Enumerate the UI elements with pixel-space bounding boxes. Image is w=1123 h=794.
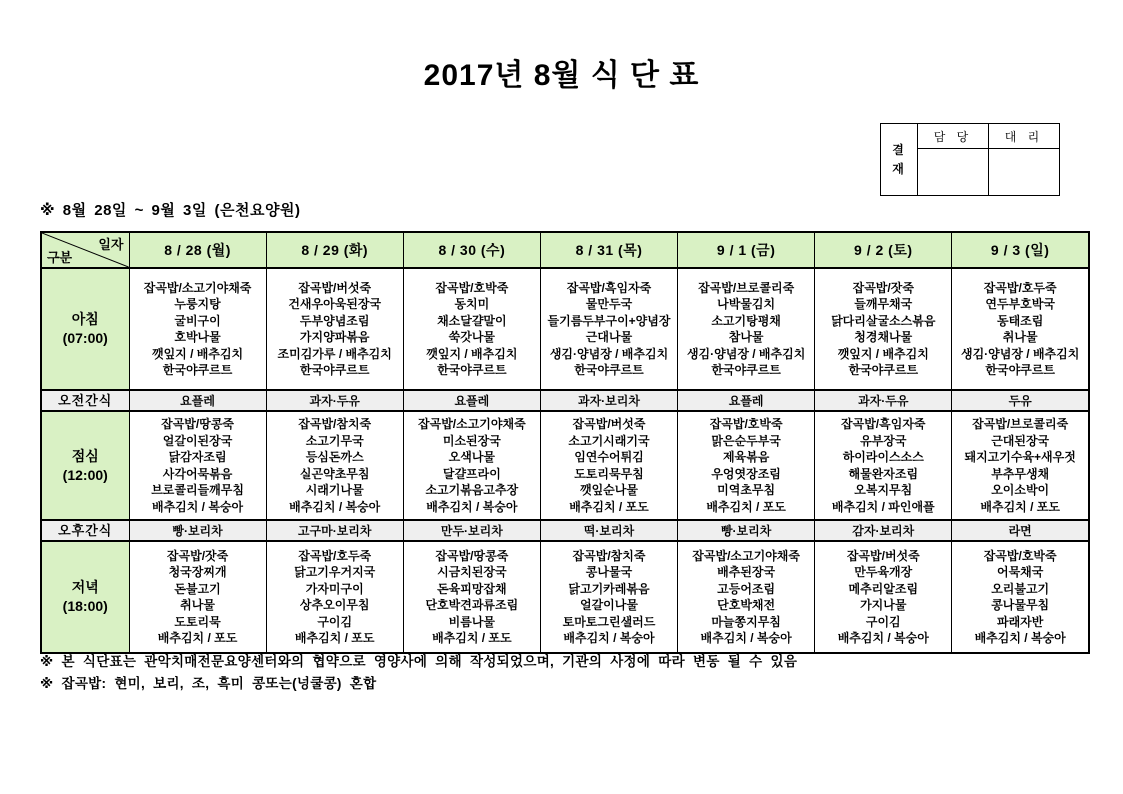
menu-item: 깻잎순나물	[580, 483, 638, 497]
menu-cell	[678, 411, 815, 520]
menu-cell	[815, 541, 952, 653]
approval-stamp-label: 결재	[892, 142, 906, 176]
menu-item: 도토리묵무침	[574, 466, 644, 481]
menu-item: 돈불고기	[174, 581, 221, 596]
footer-notes	[40, 651, 797, 695]
menu-item: 깻잎지 / 배추김치	[426, 346, 518, 361]
menu-item: 한국야쿠르트	[711, 363, 781, 377]
day-header: 9 / 1 (금)	[678, 232, 815, 268]
day-header: 9 / 3 (일)	[952, 232, 1089, 268]
menu-item: 배추김치 / 파인애플	[831, 499, 935, 514]
approval-table	[880, 123, 1060, 196]
menu-cell	[952, 268, 1089, 390]
menu-item: 콩나물무침	[991, 598, 1050, 612]
menu-item: 가자미구이	[305, 581, 364, 596]
row-label-lunch: 점심 (12:00)	[41, 411, 129, 520]
menu-item: 부추무생채	[991, 466, 1050, 481]
menu-item: 깻잎지 / 배추김치	[837, 346, 929, 361]
menu-item: 채소달걀말이	[437, 313, 507, 328]
menu-item: 생김·양념장 / 배추김치	[686, 346, 806, 361]
menu-item: 도토리묵	[174, 614, 221, 629]
day-header: 8 / 29 (화)	[266, 232, 403, 268]
menu-row-am-snack	[41, 390, 1089, 411]
menu-item: 굴비구이	[174, 313, 221, 328]
corner-cell	[41, 232, 129, 268]
menu-cell	[678, 541, 815, 653]
menu-item: 닭다리살굴소스볶음	[831, 313, 936, 328]
approval-header-damdang: 담 당	[918, 124, 989, 149]
menu-item: 소고기무국	[305, 433, 364, 448]
menu-item: 가지나물	[860, 598, 907, 612]
menu-item: 비름나물	[448, 614, 496, 629]
menu-item: 만두육개장	[854, 565, 913, 579]
row-label-breakfast: 아침 (07:00)	[41, 268, 129, 390]
menu-item: 배추김치 / 포도	[294, 631, 375, 645]
menu-item: 생김·양념장 / 배추김치	[549, 346, 669, 361]
menu-item: 구이김	[317, 614, 353, 629]
menu-item: 물만두국	[585, 297, 633, 311]
menu-item: 시래기나물	[305, 483, 364, 497]
menu-item: 잡곡밥/호박죽	[435, 280, 509, 295]
menu-item: 돼지고기수육+새우젓	[964, 450, 1076, 464]
menu-item: 실곤약초무침	[299, 466, 370, 481]
menu-item: 잡곡밥/참치죽	[298, 417, 372, 431]
menu-item: 제육볶음	[722, 450, 770, 464]
menu-item: 연두부호박국	[985, 297, 1055, 311]
menu-item: 배추김치 / 포도	[569, 499, 649, 514]
page-title: 2017년 8월 식 단 표	[423, 59, 700, 92]
menu-item: 소고기탕평채	[711, 313, 781, 328]
menu-item: 해물완자조림	[848, 466, 919, 481]
menu-item: 콩나물국	[585, 565, 633, 579]
menu-item: 상추오이무침	[299, 598, 370, 612]
menu-item: 토마토그린샐러드	[562, 614, 656, 629]
menu-item: 하이라이스소스	[842, 450, 924, 464]
approval-stamp-cell	[881, 124, 918, 196]
day-header: 9 / 2 (토)	[815, 232, 952, 268]
menu-cell	[403, 541, 540, 653]
menu-cell: 요플레	[678, 390, 815, 411]
menu-item: 달걀프라이	[442, 466, 501, 481]
menu-item: 깻잎지 / 배추김치	[151, 346, 244, 361]
row-label-am-snack: 오전간식	[41, 390, 129, 411]
menu-item: 배추김치 / 포도	[980, 499, 1060, 514]
menu-item: 단호박견과류조림	[425, 598, 519, 612]
menu-cell: 감자·보리차	[815, 520, 952, 541]
menu-item: 청국장찌개	[168, 565, 227, 579]
menu-item: 잡곡밥/버섯죽	[298, 280, 372, 295]
menu-item: 어묵채국	[996, 565, 1044, 579]
menu-item: 잡곡밥/버섯죽	[572, 417, 646, 431]
menu-item: 얼갈이나물	[580, 598, 638, 612]
menu-item: 브로콜리들깨무침	[151, 483, 244, 497]
menu-item: 근대된장국	[991, 433, 1050, 448]
menu-item: 배추김치 / 포도	[157, 631, 238, 645]
menu-item: 두부양념조림	[299, 313, 370, 328]
menu-cell	[952, 411, 1089, 520]
menu-item: 소고기시래기국	[568, 433, 650, 448]
menu-cell: 과자·두유	[266, 390, 403, 411]
menu-cell	[540, 541, 677, 653]
menu-cell	[403, 411, 540, 520]
menu-item: 미소된장국	[442, 433, 501, 448]
menu-item: 배추김치 / 복숭아	[563, 631, 655, 645]
menu-item: 잡곡밥/호두죽	[983, 280, 1057, 295]
menu-cell	[952, 541, 1089, 653]
menu-item: 나박물김치	[717, 297, 776, 311]
menu-item: 미역초무침	[717, 483, 776, 497]
menu-item: 한국야쿠르트	[299, 363, 370, 377]
menu-item: 한국야쿠르트	[985, 363, 1055, 377]
menu-item: 고등어조림	[717, 581, 776, 596]
menu-item: 호박나물	[174, 330, 221, 344]
note-line: ※ 본 식단표는 관악치매전문요양센터와의 협약으로 영양사에 의해 작성되었으며, 기관의 사정에 따라 변동 될 수 있음	[40, 654, 798, 669]
corner-label-date: 일자	[98, 237, 124, 252]
menu-row-lunch	[41, 411, 1089, 520]
menu-item: 잡곡밥/땅콩죽	[435, 548, 509, 563]
menu-item: 배추김치 / 포도	[706, 499, 786, 514]
menu-cell	[815, 411, 952, 520]
menu-item: 구이김	[865, 614, 901, 629]
menu-item: 임연수어튀김	[574, 450, 644, 464]
menu-item: 오리불고기	[991, 581, 1050, 596]
menu-cell: 라면	[952, 520, 1089, 541]
menu-item: 잡곡밥/소고기야채죽	[418, 417, 526, 431]
row-label-pm-snack: 오후간식	[41, 520, 129, 541]
menu-item: 등심돈까스	[305, 450, 364, 464]
menu-cell: 빵·보리차	[678, 520, 815, 541]
menu-item: 우엉엿장조림	[711, 466, 781, 481]
menu-row-dinner	[41, 541, 1089, 653]
menu-item: 잡곡밥/땅콩죽	[161, 417, 235, 431]
menu-item: 잡곡밥/브로콜리죽	[698, 280, 795, 295]
menu-item: 소고기볶음고추장	[425, 483, 519, 497]
menu-cell: 떡·보리차	[540, 520, 677, 541]
menu-table	[40, 231, 1090, 654]
menu-item: 사각어묵볶음	[162, 466, 233, 481]
menu-item: 잡곡밥/버섯죽	[846, 548, 920, 563]
menu-item: 누룽지탕	[174, 297, 221, 311]
menu-item: 쑥갓나물	[448, 330, 496, 344]
menu-item: 잡곡밥/소고기야채죽	[143, 280, 252, 295]
menu-item: 닭감자조림	[168, 450, 227, 464]
menu-item: 잡곡밥/잣죽	[852, 280, 914, 295]
menu-item: 동치미	[454, 297, 490, 311]
menu-item: 잡곡밥/참치죽	[572, 548, 646, 563]
menu-item: 잡곡밥/호박죽	[709, 417, 783, 431]
menu-item: 단호박채전	[717, 598, 776, 612]
menu-item: 들기름두부구이+양념장	[547, 313, 671, 328]
menu-item: 취나물	[1002, 330, 1038, 344]
menu-cell	[266, 411, 403, 520]
menu-cell	[403, 268, 540, 390]
menu-cell: 요플레	[129, 390, 266, 411]
menu-cell: 만두·보리차	[403, 520, 540, 541]
note-line: ※ 잡곡밥: 현미, 보리, 조, 흑미 콩또는(넝쿨콩) 혼합	[40, 676, 377, 691]
menu-item: 잡곡밥/흑임자죽	[566, 280, 652, 295]
menu-item: 근대나물	[585, 330, 633, 344]
menu-cell	[266, 541, 403, 653]
menu-item: 청경채나물	[854, 330, 913, 344]
day-header: 8 / 31 (목)	[540, 232, 677, 268]
menu-item: 메추리알조림	[848, 581, 919, 596]
row-label-dinner: 저녁 (18:00)	[41, 541, 129, 653]
menu-item: 오복지무침	[854, 483, 913, 497]
menu-item: 잡곡밥/브로콜리죽	[972, 417, 1069, 431]
menu-cell	[129, 541, 266, 653]
menu-item: 들깨무채국	[854, 297, 913, 311]
menu-item: 잡곡밥/호박죽	[983, 548, 1057, 563]
menu-cell: 과자·보리차	[540, 390, 677, 411]
menu-item: 잡곡밥/호두죽	[298, 548, 372, 563]
menu-item: 한국야쿠르트	[574, 363, 644, 377]
menu-item: 배추된장국	[717, 565, 776, 579]
menu-item: 배추김치 / 복숭아	[289, 499, 381, 514]
menu-item: 배추김치 / 복숭아	[700, 631, 792, 645]
menu-item: 건새우아욱된장국	[288, 297, 382, 311]
menu-item: 배추김치 / 복숭아	[974, 631, 1066, 645]
menu-item: 파래자반	[996, 614, 1044, 629]
menu-cell: 과자·두유	[815, 390, 952, 411]
menu-row-pm-snack	[41, 520, 1089, 541]
menu-cell	[540, 268, 677, 390]
menu-item: 닭고기우거지국	[294, 565, 376, 579]
menu-item: 생김·양념장 / 배추김치	[961, 346, 1080, 361]
menu-item: 맑은순두부국	[711, 433, 781, 448]
week-range-subtitle: ※ 8월 28일 ~ 9월 3일 (은천요양원)	[40, 202, 301, 219]
menu-row-breakfast	[41, 268, 1089, 390]
menu-cell: 두유	[952, 390, 1089, 411]
menu-item: 오색나물	[448, 450, 496, 464]
menu-cell	[129, 268, 266, 390]
menu-item: 오이소박이	[991, 483, 1050, 497]
menu-item: 배추김치 / 복숭아	[837, 631, 929, 645]
menu-item: 조미김가루 / 배추김치	[277, 346, 392, 361]
menu-item: 한국야쿠르트	[848, 363, 919, 377]
menu-item: 시금치된장국	[437, 565, 507, 579]
menu-cell: 빵·보리차	[129, 520, 266, 541]
corner-label-category: 구분	[47, 250, 73, 265]
menu-cell	[129, 411, 266, 520]
day-header: 8 / 28 (월)	[129, 232, 266, 268]
menu-item: 취나물	[180, 598, 215, 612]
menu-item: 한국야쿠르트	[437, 363, 507, 377]
menu-cell	[815, 268, 952, 390]
approval-value-damdang	[918, 149, 989, 196]
menu-item: 얼갈이된장국	[162, 433, 233, 448]
menu-cell: 고구마·보리차	[266, 520, 403, 541]
menu-item: 잡곡밥/흑임자죽	[841, 417, 926, 431]
day-header-row	[41, 232, 1089, 268]
approval-value-daeri	[989, 149, 1060, 196]
day-header: 8 / 30 (수)	[403, 232, 540, 268]
approval-header-daeri: 대 리	[989, 124, 1060, 149]
menu-item: 닭고기카레볶음	[568, 581, 650, 596]
menu-item: 유부장국	[860, 433, 907, 448]
menu-cell	[540, 411, 677, 520]
menu-item: 마늘쫑지무침	[711, 614, 781, 629]
menu-item: 잡곡밥/잣죽	[166, 548, 229, 563]
menu-item: 돈육피망잡채	[437, 581, 507, 596]
menu-item: 가지양파볶음	[299, 330, 370, 344]
menu-item: 배추김치 / 포도	[432, 631, 512, 645]
menu-item: 배추김치 / 복숭아	[151, 499, 244, 514]
menu-cell	[266, 268, 403, 390]
menu-cell: 요플레	[403, 390, 540, 411]
menu-item: 동태조림	[996, 313, 1044, 328]
menu-item: 한국야쿠르트	[162, 363, 233, 377]
menu-cell	[678, 268, 815, 390]
menu-item: 잡곡밥/소고기야채죽	[692, 548, 800, 563]
menu-item: 참나물	[728, 330, 764, 344]
menu-item: 배추김치 / 복숭아	[426, 499, 518, 514]
